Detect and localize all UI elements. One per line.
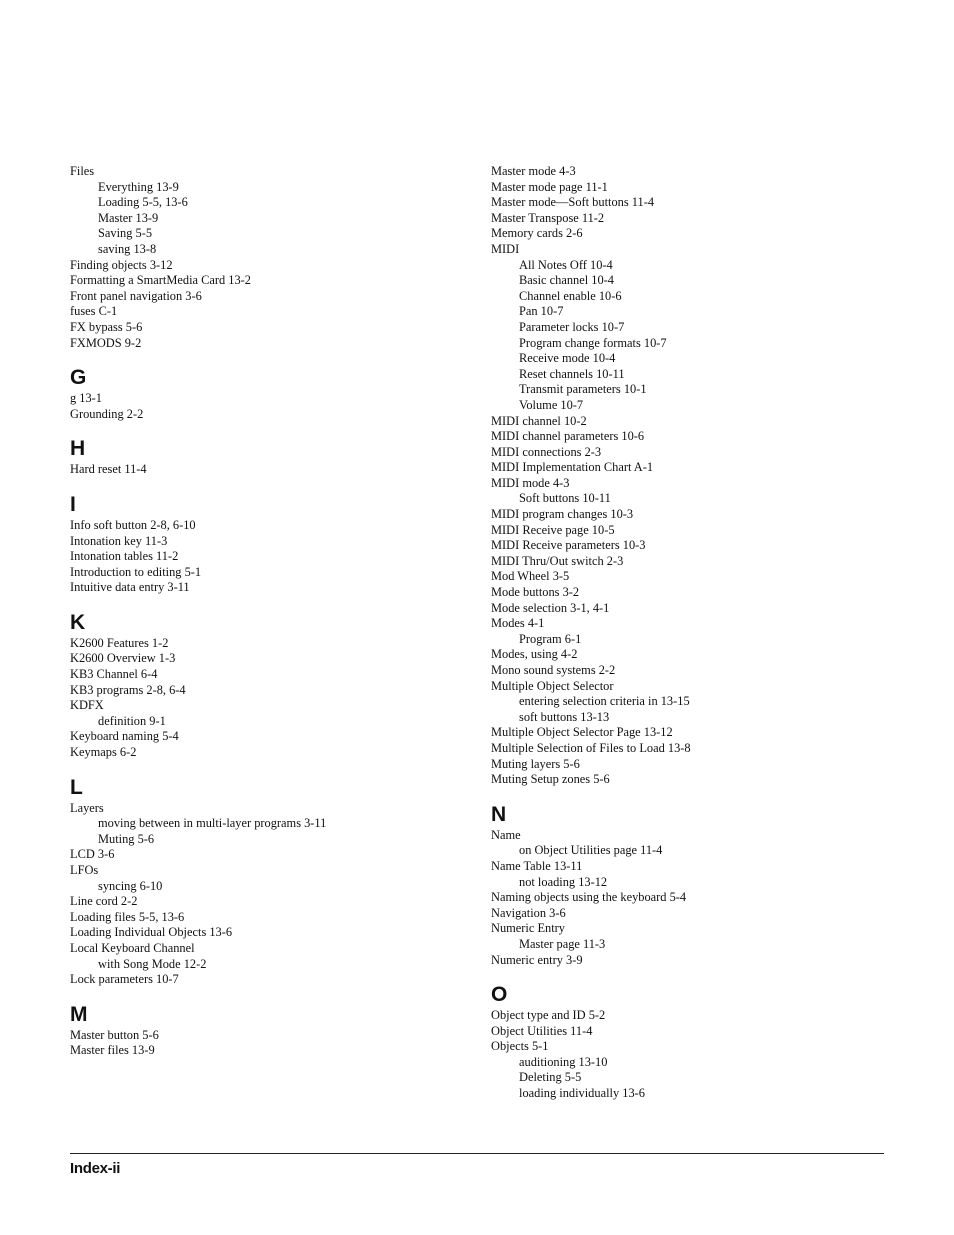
page-label: Index-ii bbox=[70, 1160, 121, 1177]
index-entry: Front panel navigation 3-6 bbox=[70, 288, 202, 303]
index-entry: Master button 5-6 bbox=[70, 1027, 159, 1042]
index-entry: Naming objects using the keyboard 5-4 bbox=[491, 890, 687, 905]
index-entry: fuses C-1 bbox=[70, 304, 118, 319]
index-entry: Finding objects 3-12 bbox=[70, 257, 173, 272]
index-subentry: Master page 11-3 bbox=[519, 936, 606, 951]
index-entry: MIDI connections 2-3 bbox=[491, 444, 602, 459]
index-entry: Muting layers 5-6 bbox=[491, 756, 580, 771]
index-entry: Multiple Selection of Files to Load 13-8 bbox=[491, 740, 691, 755]
index-entry: Muting Setup zones 5-6 bbox=[491, 772, 610, 787]
index-entry: Keyboard naming 5-4 bbox=[70, 729, 179, 744]
section-letter: G bbox=[70, 366, 87, 390]
index-subentry: definition 9-1 bbox=[98, 713, 166, 728]
index-entry: MIDI Receive parameters 10-3 bbox=[491, 538, 646, 553]
index-entry: Lock parameters 10-7 bbox=[70, 972, 179, 987]
index-subentry: Transmit parameters 10-1 bbox=[519, 382, 647, 397]
index-entry: LFOs bbox=[70, 863, 99, 877]
index-subentry: soft buttons 13-13 bbox=[519, 709, 610, 724]
index-entry: Multiple Object Selector Page 13-12 bbox=[491, 725, 673, 740]
index-entry: Intonation key 11-3 bbox=[70, 533, 168, 548]
index-subentry: moving between in multi-layer programs 3-11 bbox=[98, 816, 327, 831]
index-entry: Loading Individual Objects 13-6 bbox=[70, 925, 233, 940]
index-entry: Keymaps 6-2 bbox=[70, 745, 137, 760]
index-column-left bbox=[70, 164, 470, 1059]
index-subentry: Deleting 5-5 bbox=[519, 1070, 582, 1085]
index-entry: FX bypass 5-6 bbox=[70, 319, 143, 334]
index-entry: Info soft button 2-8, 6-10 bbox=[70, 517, 196, 532]
index-entry: FXMODS 9-2 bbox=[70, 335, 142, 350]
index-subentry: Muting 5-6 bbox=[98, 831, 155, 846]
index-subentry: Program 6-1 bbox=[519, 631, 582, 646]
section-letter: H bbox=[70, 437, 86, 461]
section-letter: O bbox=[491, 983, 508, 1007]
index-entry: MIDI Thru/Out switch 2-3 bbox=[491, 553, 624, 568]
index-entry: Mod Wheel 3-5 bbox=[491, 569, 570, 584]
index-entry: Files bbox=[70, 164, 95, 178]
index-entry: Introduction to editing 5-1 bbox=[70, 564, 202, 579]
index-entry: KDFX bbox=[70, 698, 104, 713]
section-letter: I bbox=[70, 492, 76, 516]
index-entry: Memory cards 2-6 bbox=[491, 226, 583, 241]
index-entry: Mode buttons 3-2 bbox=[491, 585, 580, 600]
index-entry: Name Table 13-11 bbox=[491, 858, 583, 873]
index-entry: g 13-1 bbox=[70, 391, 103, 406]
index-entry: MIDI program changes 10-3 bbox=[491, 507, 634, 522]
index-subentry: saving 13-8 bbox=[98, 241, 157, 256]
index-entry: K2600 Overview 1-3 bbox=[70, 651, 176, 666]
index-subentry: syncing 6-10 bbox=[98, 878, 163, 893]
index-entry: Master mode—Soft buttons 11-4 bbox=[491, 195, 655, 210]
index-entry: MIDI Implementation Chart A-1 bbox=[491, 460, 654, 475]
index-column-right bbox=[491, 164, 891, 1102]
index-entry: Modes 4-1 bbox=[491, 616, 545, 631]
index-entry: Numeric Entry bbox=[491, 921, 565, 936]
index-entry: Objects 5-1 bbox=[491, 1039, 549, 1054]
index-entry: MIDI mode 4-3 bbox=[491, 475, 570, 490]
index-subentry: Loading 5-5, 13-6 bbox=[98, 195, 188, 210]
index-subentry: Volume 10-7 bbox=[519, 397, 584, 412]
index-subentry: Pan 10-7 bbox=[519, 304, 564, 319]
index-subentry: Master 13-9 bbox=[98, 210, 159, 225]
index-entry: Modes, using 4-2 bbox=[491, 647, 578, 662]
index-entry: MIDI channel 10-2 bbox=[491, 413, 587, 428]
index-entry: Hard reset 11-4 bbox=[70, 462, 147, 477]
index-subentry: Receive mode 10-4 bbox=[519, 351, 616, 366]
index-entry: Master mode 4-3 bbox=[491, 164, 576, 178]
section-letter: K bbox=[70, 610, 86, 634]
index-entry: Multiple Object Selector bbox=[491, 678, 614, 693]
index-entry: Grounding 2-2 bbox=[70, 406, 144, 421]
index-subentry: Channel enable 10-6 bbox=[519, 288, 622, 303]
index-entry: KB3 Channel 6-4 bbox=[70, 667, 158, 682]
index-entry: Numeric entry 3-9 bbox=[491, 952, 583, 967]
index-subentry: Saving 5-5 bbox=[98, 226, 153, 241]
index-subentry: auditioning 13-10 bbox=[519, 1054, 608, 1069]
index-subentry: entering selection criteria in 13-15 bbox=[519, 694, 690, 709]
index-entry: MIDI channel parameters 10-6 bbox=[491, 429, 645, 444]
index-subentry: Program change formats 10-7 bbox=[519, 335, 667, 350]
index-entry: Master files 13-9 bbox=[70, 1043, 155, 1058]
index-subentry: Parameter locks 10-7 bbox=[519, 319, 625, 334]
index-entry: Master Transpose 11-2 bbox=[491, 210, 605, 225]
index-subentry: loading individually 13-6 bbox=[519, 1086, 645, 1101]
section-letter: M bbox=[70, 1002, 88, 1026]
index-entry: Intuitive data entry 3-11 bbox=[70, 580, 190, 595]
index-entry: MIDI bbox=[491, 241, 520, 256]
index-entry: Formatting a SmartMedia Card 13-2 bbox=[70, 273, 252, 288]
index-subentry: All Notes Off 10-4 bbox=[519, 257, 613, 272]
index-entry: Line cord 2-2 bbox=[70, 894, 138, 909]
index-entry: Layers bbox=[70, 800, 104, 815]
footer-rule bbox=[70, 1153, 884, 1154]
index-entry: Object type and ID 5-2 bbox=[491, 1008, 606, 1023]
index-entry: LCD 3-6 bbox=[70, 847, 115, 862]
index-entry: Mode selection 3-1, 4-1 bbox=[491, 600, 610, 615]
index-entry: Navigation 3-6 bbox=[491, 905, 566, 920]
index-entry: KB3 programs 2-8, 6-4 bbox=[70, 682, 186, 697]
index-subentry: with Song Mode 12-2 bbox=[98, 956, 207, 971]
index-entry: Name bbox=[491, 827, 521, 842]
index-entry: Master mode page 11-1 bbox=[491, 179, 608, 194]
index-entry: Object Utilities 11-4 bbox=[491, 1023, 593, 1038]
section-letter: L bbox=[70, 775, 83, 799]
index-entry: Loading files 5-5, 13-6 bbox=[70, 909, 185, 924]
index-entry: Mono sound systems 2-2 bbox=[491, 663, 616, 677]
index-entry: K2600 Features 1-2 bbox=[70, 635, 169, 650]
index-subentry: Basic channel 10-4 bbox=[519, 273, 614, 288]
index-subentry: Everything 13-9 bbox=[98, 179, 179, 194]
index-subentry: Soft buttons 10-11 bbox=[519, 491, 611, 506]
index-subentry: on Object Utilities page 11-4 bbox=[519, 843, 663, 858]
index-entry: MIDI Receive page 10-5 bbox=[491, 522, 615, 537]
index-entry: Intonation tables 11-2 bbox=[70, 549, 179, 564]
index-entry: Local Keyboard Channel bbox=[70, 940, 195, 955]
index-subentry: not loading 13-12 bbox=[519, 874, 608, 889]
index-subentry: Reset channels 10-11 bbox=[519, 366, 625, 381]
section-letter: N bbox=[491, 802, 507, 826]
